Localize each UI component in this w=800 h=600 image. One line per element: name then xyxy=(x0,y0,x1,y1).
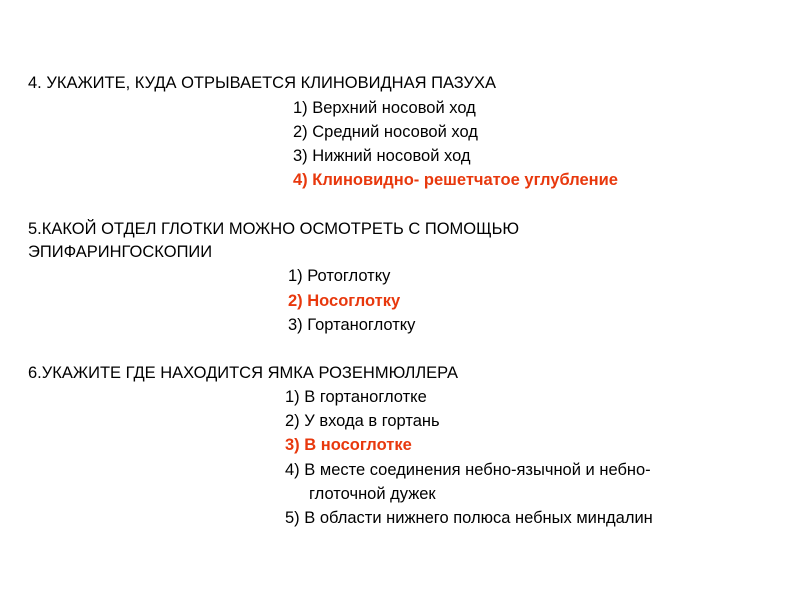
question-4-option-1: 1) Верхний носовой ход xyxy=(293,99,476,117)
question-6-option-1: 1) В гортаноглотке xyxy=(285,388,427,406)
question-4-option-2: 2) Средний носовой ход xyxy=(293,123,478,141)
question-6-option-4-continuation: глоточной дужек xyxy=(309,485,436,503)
question-4-title: 4. УКАЖИТЕ, КУДА ОТРЫВАЕТСЯ КЛИНОВИДНАЯ ПАЗУХА xyxy=(28,74,497,92)
question-6-option-2: 2) У входа в гортань xyxy=(285,412,440,430)
question-6-option-5: 5) В области нижнего полюса небных миндалин xyxy=(285,509,653,527)
question-5-option-1: 1) Ротоглотку xyxy=(288,267,391,285)
question-5-option-2-correct: 2) Носоглотку xyxy=(288,292,401,310)
question-5-title-line-1: 5.КАКОЙ ОТДЕЛ ГЛОТКИ МОЖНО ОСМОТРЕТЬ С ПОМОЩЬЮ xyxy=(28,220,520,238)
question-5-title-line-2: ЭПИФАРИНГОСКОПИИ xyxy=(28,243,213,261)
question-6-title: 6.УКАЖИТЕ ГДЕ НАХОДИТСЯ ЯМКА РОЗЕНМЮЛЛЕРА xyxy=(28,364,459,382)
question-6-option-4: 4) В месте соединения небно-язычной и небно- xyxy=(285,461,651,479)
question-4-option-4-correct: 4) Клиновидно- решетчатое углубление xyxy=(293,171,618,189)
question-6-option-3-correct: 3) В носоглотке xyxy=(285,436,412,454)
question-4-option-3: 3) Нижний носовой ход xyxy=(293,147,471,165)
question-5-option-3: 3) Гортаноглотку xyxy=(288,316,416,334)
